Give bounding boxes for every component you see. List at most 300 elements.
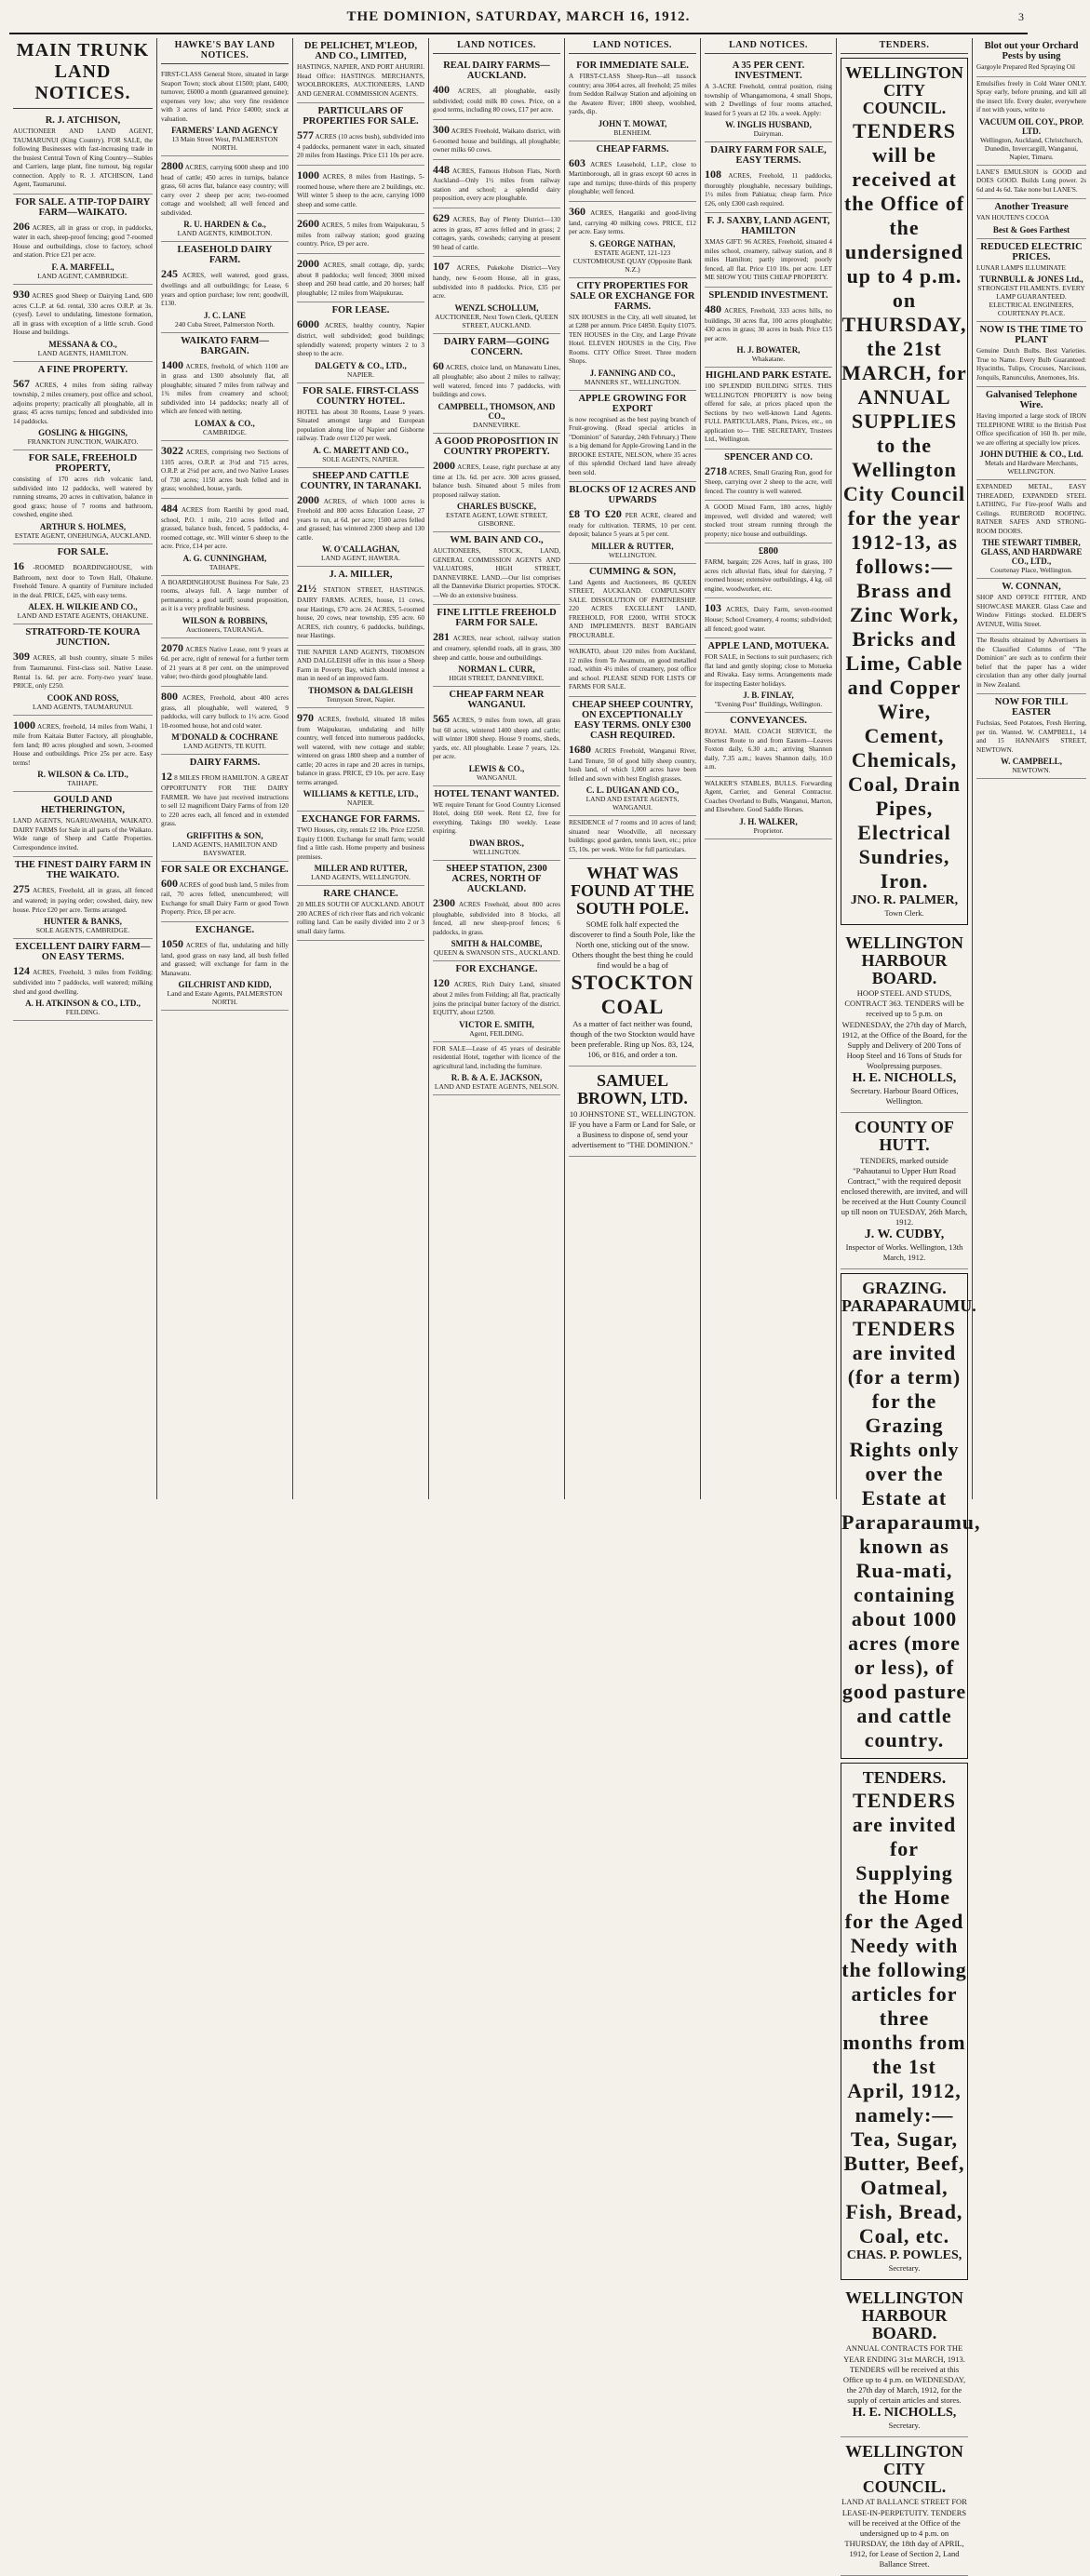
ad-agent-name: H. E. NICHOLLS,	[852, 2405, 957, 2420]
ad-body-text: ACRES, comprising two Sections of 1105 acres, O.R.P. at 3½d and 715 acres, O.R.P. at 2¼d per acre, and two Native Leases of 730 acres; 1150 acres bush felled and in grass; woolshed, house, yards.	[161, 448, 289, 493]
ad-body-text: ACRES, Hangatiki and good-living land, carrying 40 milking cows. PRICE, £12 per acre. Easy terms.	[569, 208, 696, 236]
ad-agent-location: TAIHAPE.	[209, 562, 241, 571]
ad-body-text: ACRES, Dairy Farm, seven-roomed House; School Creamery, 4 rooms; subdivided; all fenced; good water.	[705, 606, 832, 633]
advertisement	[161, 638, 289, 687]
masthead	[9, 9, 1028, 34]
ad-lead-figure: 6000	[297, 317, 319, 331]
ad-body	[433, 547, 560, 600]
ad-body-text: ACRES Freehold, Wanganui River, Land Tenure, 50 of good hilly sheep country, bush land, of which 1,000 acres have been felled and sown with best English grasses.	[569, 746, 696, 783]
ad-agent-location: NEWTOWN.	[1012, 766, 1051, 774]
ad-lead-figure: 281	[433, 630, 450, 644]
ad-agent-location: WELLINGTON.	[608, 550, 657, 559]
ad-heading: £800	[759, 546, 778, 557]
ad-heading: DAIRY FARMS.	[189, 758, 261, 769]
ad-body	[433, 896, 560, 937]
ad-heading: WAIKATO FARM—BARGAIN.	[181, 335, 269, 356]
ad-heading: GRAZING. PARAPARAUMU.	[841, 1279, 976, 1315]
ad-lead-figure: 2300	[433, 895, 455, 909]
ad-heading: SPLENDID INVESTMENT.	[708, 289, 828, 301]
ad-body	[433, 359, 560, 400]
ad-lead-figure: 1400	[161, 357, 183, 371]
ad-body-text: ACRES (10 acres bush), subdivided into 4 paddocks, permanent water in each, situated 20 miles from Hastings. Price £11 10s per acre.	[297, 133, 424, 160]
ad-heading: WELLINGTON CITY COUNCIL.	[845, 2441, 963, 2496]
ad-body	[297, 217, 424, 249]
ad-body	[976, 412, 1086, 448]
advertisement	[705, 58, 832, 142]
advertisement	[297, 166, 424, 214]
advertisement	[569, 482, 696, 564]
advertisement	[569, 816, 696, 859]
ad-body-text: THE NAPIER LAND AGENTS, THOMSON AND DALGLEISH offer in this issue a Sheep Farm in Poverty Bay, which should interest a man in need of an improved farm.	[297, 648, 424, 683]
advertisement	[569, 645, 696, 697]
ad-heading: CHEAP SHEEP COUNTRY, ON EXCEPTIONALLY EASY TERMS. ONLY £300 CASH REQUIRED.	[572, 699, 693, 741]
ad-heading: EXCHANGE FOR FARMS.	[301, 814, 421, 825]
ad-body	[297, 128, 424, 161]
advertisement	[705, 713, 832, 777]
ad-body	[13, 559, 153, 600]
advertisement	[161, 755, 289, 861]
ad-body-text: ACRES, freehold, of which 1100 are in grass and 1300 absolutely flat, all ploughable; situated 7 miles from railway and 1¾ miles from creamery and school; subdivided into 14 paddocks; nearly all of which are fenced with netting.	[161, 362, 289, 416]
ad-body	[297, 901, 424, 936]
ad-agent-name: JOHN T. MOWAT,	[598, 118, 667, 128]
ad-body	[161, 579, 289, 614]
ad-heading: EXCELLENT DAIRY FARM—ON EASY TERMS.	[15, 942, 151, 963]
ad-body-text: STATION STREET, HASTINGS. DAIRY FARMS. ACRES, house, 11 cows, near Hastings, £70 acre. 24 ACRES, 5-roomed house, 20 cows, near township, £95 acre. 60 ACRES, rich country, 6 paddocks, buildings, near Hastings.	[297, 586, 425, 640]
advertisement	[13, 285, 153, 362]
ad-lead-figure: 2000	[433, 458, 455, 472]
ad-heading: W. CONNAN,	[1002, 582, 1061, 592]
ad-body-text: ACRES, of which 1000 acres is Freehold and 800 acres Education Lease, 27 years to run, at 6d. per acre; 1500 acres felled and grassed; has wintered 2300 sheep and 130 cattle.	[297, 497, 424, 542]
ad-agent-location: ESTATE AGENT, 121-123 CUSTOMHOUSE QUAY (Opposite Bank N.Z.)	[572, 248, 693, 274]
ad-lead-figure: 1000	[297, 168, 319, 181]
ad-agent-location: LAND AND ESTATE AGENTS, NELSON.	[434, 1082, 559, 1092]
advertisement	[161, 441, 289, 499]
advertisement	[705, 543, 832, 598]
ad-body-text: ACRES good Sheep or Dairying Land, 600 acres C.L.P. at 6d. rental, 330 acres O.R.P. at 3s. (cyesf). Level to undulating, limestone formation, all in grass with exception of a little scrub. Good House and buildings.	[13, 291, 153, 337]
ad-body	[433, 459, 560, 500]
ad-body	[976, 214, 1086, 223]
ad-heading: WM. BAIN AND CO.,	[450, 535, 544, 546]
ad-agent-location: Proprietor.	[753, 825, 784, 835]
ad-body-text: HOOP STEEL AND STUDS, CONTRACT 363. TENDERS will be received up to 5 p.m. on WEDNESDAY, the 27th day of March, 1912, at the Office of the Board, for the Supply and Delivery of 200 Tons of Hoop Steel and 16 Tons of Studs for Woolpressing purposes.	[841, 988, 967, 1070]
ad-agent-location: NAPIER.	[347, 798, 374, 808]
advertisement	[161, 576, 289, 638]
ad-body	[297, 582, 424, 640]
ad-body-text: ACRES, 5 miles from Waipukurau, 5 miles from railway station; good grazing country. Price, £9 per acre.	[297, 221, 424, 248]
ad-body-text: TENDERS, marked outside "Pahautanui to Upper Hutt Road Contract," with the required deposit enclosed therewith, are invited, and will be received at the Hutt County Council up till noon on TUESDAY, 26th March, 1912.	[841, 1155, 968, 1227]
ad-lead-figure: 603	[569, 155, 585, 169]
ad-lead-figure: 103	[705, 601, 721, 615]
ad-body-text: ACRES, Small Grazing Run, good for Sheep, carrying over 2 sheep to the acre, well fenced. The country is well watered.	[705, 468, 833, 495]
ad-brand-text: TENDERS are invited (for a term) for the Grazing Rights only over the Estate at Paraparaumu, known as Rua-mati, containing about 1000 acres (more or less), of good pasture and cattle country.	[841, 1316, 981, 1751]
advertisement	[976, 239, 1086, 323]
ad-body-text: ACRES, Freehold, all in grass, all fenced and watered; in paying order; cowshed, dairy, new house. Price £20 per acre. Terms arranged.	[13, 887, 153, 914]
ad-body	[569, 205, 696, 237]
ad-body	[161, 502, 289, 552]
ad-lead-figure: 1680	[569, 742, 591, 756]
ad-agent-name: FARMERS' LAND AGENCY	[171, 126, 278, 135]
ad-body	[161, 267, 289, 308]
ad-heading: RARE CHANCE.	[323, 889, 398, 900]
ad-agent-location: 240 Cuba Street, Palmerston North.	[174, 319, 276, 329]
ad-body	[161, 770, 289, 828]
advertisement	[841, 1273, 981, 1759]
ad-body-text: AUCTIONEER AND LAND AGENT, TAUMARUNUI (King Country). FOR SALE, the following Businesses with fast-increasing trade in the busiest Central Town of King Country—Stables and Carriers, large plant, fine turnout, big regular connection. Apply to R. J. ATCHISON, Land Agent, Taumarunui.	[13, 127, 153, 188]
advertisement	[297, 567, 424, 645]
ad-body-text: A FIRST-CLASS Sheep-Run—all tussock country; area 3064 acres, all freehold; 25 miles from Seddon Railway Station and adjoining on the Awatere River; 1800 sheep, woolshed, yards, dip.	[569, 73, 696, 115]
ad-lead-figure: 309	[13, 650, 30, 664]
ad-body	[433, 260, 560, 301]
ad-body-text: ACRES, small cottage, dip, yards; about 8 paddocks; well fenced; 3000 mixed sheep and 260 head cattle, and 20 horses; half ploughable; 12 miles from Waipukurau.	[297, 261, 424, 297]
ad-heading: THE FINEST DAIRY FARM IN THE WAIKATO.	[14, 860, 152, 881]
ad-body	[297, 649, 424, 684]
ad-agent-location: LAND AGENT, HAWERA.	[320, 554, 401, 563]
ad-lead-figure: 275	[13, 882, 30, 896]
ad-body-text: ACRES, freehold, 14 miles from Waihi, 1 mile from Kaitaia Butter Factory, all ploughable, fern land; 80 acres ploughed and sown, 3-roomed House and outbuildings. Price 25s per acre. Easy terms!	[13, 722, 153, 767]
ad-agent-name: LOMAX & CO.,	[195, 418, 255, 428]
ad-agent-name: J. W. CUDBY,	[864, 1227, 945, 1241]
ad-heading: FOR SALE. FIRST-CLASS COUNTRY HOTEL.	[303, 385, 419, 407]
advertisement	[297, 38, 424, 103]
ad-heading: HIGHLAND PARK ESTATE.	[705, 370, 832, 382]
ad-body-text: ACRES Native Lease, rent 9 years at 6d. per acre, right of renewal for a further term of 21 years at 8 per cent. on the unimproved value; two-thirds good ploughable land.	[161, 645, 289, 681]
ad-agent-name: WILSON & ROBBINS,	[182, 615, 268, 625]
ad-agent-name: VICTOR E. SMITH,	[459, 1019, 534, 1029]
ad-body-text: SOME folk half expected the discoverer to find a South Pole, like the North one, sticking out of the snow. Others thought the best thing he could find would be a bag of	[570, 919, 695, 971]
ad-heading: A GOOD PROPOSITION IN COUNTRY PROPERTY.	[435, 436, 558, 457]
ad-heading: REDUCED ELECTRIC PRICES.	[980, 241, 1083, 262]
ad-agent-location: DANNEVIRKE.	[472, 420, 521, 429]
ad-lead-figure: 1050	[161, 936, 183, 950]
ad-agent-location: QUEEN & SWANSON STS., AUCKLAND.	[433, 948, 560, 958]
ad-agent-location: Land and Estate Agents, PALMERSTON NORTH.	[167, 989, 283, 1007]
ad-heading: FOR IMMEDIATE SALE.	[576, 60, 689, 71]
ad-lead-figure: 2070	[161, 640, 183, 654]
ad-body-text: Gargoyle Prepared Red Spraying Oil	[976, 63, 1076, 71]
advertisement	[433, 160, 560, 208]
ad-heading: Another Treasure	[994, 202, 1069, 212]
ad-body-text: SIX HOUSES in the City, all well situated, let at £288 per annum. Price £4850. Equity £1075. TEN HOUSES in the City, and Large Private Hotel. ELEVEN HOUSES in the City, Five Rooms. CITY Office Street. Three modern Shops.	[569, 313, 696, 366]
ad-body-text: LANE'S EMULSION is GOOD and DOES GOOD. Builds Lung power. 2s 6d and 4s 6d. Take none but LANE'S.	[976, 168, 1086, 194]
advertisement	[705, 638, 832, 713]
ad-agent-name: COOK AND ROSS,	[47, 692, 119, 703]
ad-lead-figure: 60	[433, 358, 444, 372]
ad-lead-figure: 577	[297, 128, 314, 141]
ad-body	[13, 288, 153, 338]
ad-lead-figure: 360	[569, 204, 585, 218]
ad-agent-location: CAMBRIDGE.	[203, 427, 247, 436]
ad-lead-figure: 800	[161, 689, 178, 703]
ad-body	[976, 80, 1086, 115]
ad-heading: APPLE LAND, MOTUEKA.	[707, 641, 829, 652]
ad-heading: FOR LEASE.	[331, 305, 390, 316]
ad-heading: WHAT WAS FOUND AT THE SOUTH POLE.	[570, 864, 695, 919]
ad-agent-location: ESTATE AGENT, LOWE STREET, GISBORNE.	[446, 511, 547, 529]
ad-body	[841, 1156, 968, 1228]
advertisement	[841, 58, 968, 925]
ad-agent-name: A. H. ATKINSON & CO., LTD.,	[25, 999, 141, 1009]
column-heading: MAIN TRUNK LAND NOTICES.	[13, 38, 153, 109]
column-5	[565, 38, 701, 1499]
ad-body	[297, 257, 424, 298]
ad-body	[705, 238, 832, 283]
ad-agent-name: J. C. LANE	[203, 310, 246, 320]
advertisement	[297, 468, 424, 568]
ad-body-text: ACRES, healthy country, Napier district, well subdivided; good buildings; splendidly watered; property winters 2 to 3 sheep to the acre.	[297, 322, 424, 358]
ad-body-text: A BOARDINGHOUSE Business For Sale, 23 rooms, always full. A large number of permanents; a good tariff; sound proposition, as it is a very profitable business.	[161, 578, 289, 613]
advertisement	[13, 362, 153, 451]
ad-lead-figure: 629	[433, 210, 450, 224]
ad-body	[976, 594, 1086, 629]
advertisement	[433, 1042, 560, 1096]
ad-agent-name: JOHN DUTHIE & CO., Ltd.	[979, 449, 1083, 459]
ad-body	[297, 493, 424, 543]
advertisement	[841, 1113, 968, 1269]
ad-agent-location: 13 Main Street West, PALMERSTON NORTH.	[171, 135, 278, 152]
ad-agent-location: LAND AGENTS, TE KUITI.	[183, 742, 266, 751]
ad-body-text: ACRES, Lease, right purchase at any time at 13s. 6d. per acre. 300 acres grassed, balance bush. Situated about 5 miles from proposed railway station.	[433, 463, 560, 499]
ad-body-text: VAN HOUTEN'S COCOA	[976, 214, 1050, 221]
ad-body-text: SHOP AND OFFICE FITTER, AND SHOWCASE MAKER. Glass Case and Window Fittings stocked. ELDER'S AVENUE, Willis Street.	[976, 594, 1086, 628]
ad-heading: NOW FOR TILL EASTER	[994, 697, 1069, 718]
advertisement	[297, 254, 424, 302]
ad-body-text: ACRES, 9 miles from town, all grass but 60 acres, wintered 1400 sheep and cattle; will winter 1800 sheep. House 9 rooms, sheds, yards, etc. All ploughable. Lease 7 years, 12s. per acre.	[433, 717, 560, 761]
ad-lead-figure: 108	[705, 168, 721, 181]
ad-agent-location: Tennyson Street, Napier.	[326, 694, 396, 704]
ad-body-text: TWO Houses, city, rentals £2 10s. Price £2250. Equity £1000. Exchange for small farm; would find a little cash. Home property and business premises.	[297, 826, 424, 861]
ad-body-text: ACRES, Freehold, 11 paddocks, thoroughly ploughable, necessary buildings, 1½ miles from Pahiatua; cheap farm. Price £26, only £300 cash required.	[705, 172, 832, 208]
ad-agent-location: MANNERS ST., WELLINGTON.	[584, 377, 681, 386]
ad-agent-location: LAND AGENTS, HAMILTON AND BAYSWATER.	[172, 839, 277, 857]
ad-body-text: ACRES, carrying 6000 sheep and 100 head of cattle; 450 acres in turnips, balance grass, 60 acres flat, balance easy country; will carry over 2 sheep per acre; two-roomed cottage and woolshed; all well fenced and subdivided.	[161, 164, 289, 217]
ad-agent-name: A. C. MARETT AND CO.,	[313, 445, 409, 455]
ad-body-text: ACRES, near school, railway station and creamery, splendid roads, all in grass, 300 sheep and cattle, house and outbuildings.	[433, 635, 560, 662]
ad-lead-figure: 480	[705, 302, 721, 315]
ad-body	[976, 168, 1086, 195]
ad-body	[297, 826, 424, 862]
ad-agent-name: H. E. NICHOLLS,	[852, 1070, 957, 1085]
ad-heading: SPENCER AND CO.	[724, 451, 813, 463]
ad-agent-location: AUCTIONEER, Next Town Clerk, QUEEN STREET, AUCKLAND.	[435, 312, 558, 329]
ad-body	[433, 211, 560, 252]
ad-body	[976, 719, 1086, 755]
column-8	[973, 38, 1090, 1499]
ad-body	[161, 358, 289, 417]
ad-heading: CHEAP FARM NEAR WANGANUI.	[449, 690, 545, 711]
ad-heading: REAL DAIRY FARMS—AUCKLAND.	[443, 60, 550, 81]
ad-heading: NOW IS THE TIME TO PLANT	[979, 325, 1083, 345]
advertisement	[297, 812, 424, 886]
column-heading: LAND NOTICES.	[569, 38, 696, 54]
advertisement	[705, 777, 832, 839]
ad-agent-location: Whakatane.	[751, 355, 786, 364]
ad-agent-location: SOLE AGENTS, NAPIER.	[322, 454, 399, 463]
ad-lead-figure: 600	[161, 876, 178, 890]
ad-body	[13, 882, 153, 915]
advertisement	[841, 929, 968, 1113]
ad-heading: SAMUEL BROWN, LTD.	[577, 1071, 688, 1108]
ad-agent-location: Secretary. Harbour Board Offices, Wellington.	[850, 1085, 959, 1106]
ad-heading: Blot out your Orchard Pests by using	[984, 41, 1079, 61]
ad-body	[705, 558, 832, 594]
ad-body-text: XMAS GIFT: 96 ACRES, Freehold, situated 4 miles school, creamery, railway station, and 8 miles Hamilton; partly improved; poorly fenced, all flat. Price £10 10s. per acre. LET ME SHOW YOU THIS CHEAP PROPERTY.	[705, 238, 832, 282]
ad-body-text: 8 MILES FROM HAMILTON. A GREAT OPPORTUNITY FOR THE DAIRY FARMER. We have just received instructions to sell 12 magnificent Dairy Farms of from 120 to 220 acres each, all fenced and in extended grass.	[161, 774, 289, 828]
advertisement	[976, 579, 1086, 634]
ad-heading: CUMMING & SON,	[588, 566, 677, 577]
ad-body-text: ACRES, Famous Hobson Flats, North Auckland—Only 1½ miles from railway station and school; a splendid dairy proposition, every acre ploughable.	[433, 167, 560, 203]
ad-body-text: ACRES from Raetihi by good road, school, P.O. 1 mile, 210 acres felled and grassed, balance bush, fenced, 5 paddocks, 4-roomed cottage, etc. Will winter 6 sheep to the acre. Price, £14 per acre.	[161, 505, 289, 551]
ad-body-text: 100 SPLENDID BUILDING SITES. THIS WELLINGTON PROPERTY is now being offered for sale, at prices placed upon the Sections by two well-known Land Agents. FULL PARTICULARS, Plans, Prices, etc., on application to— THE SECRETARY, Trustees Ltd., Wellington.	[705, 382, 832, 444]
ad-agent-location: As a matter of fact neither was found, though of the two Stockton would have been preferable. Ring up Nos. 83, 124, 106, or 816, and order a ton.	[570, 1019, 695, 1060]
advertisement	[297, 214, 424, 254]
ad-agent-name: VACUUM OIL COY., PROP. LTD.	[978, 116, 1084, 136]
ad-heading: FOR SALE. A TIP-TOP DAIRY FARM—WAIKATO.	[15, 196, 151, 218]
ad-body	[705, 168, 832, 208]
ad-body	[569, 314, 696, 367]
ad-agent-name: CHARLES BUSCKE,	[456, 502, 537, 512]
ad-agent-name: M'DONALD & COCHRANE	[171, 732, 278, 743]
advertisement	[433, 208, 560, 257]
ad-agent-location: Secretary.	[888, 2262, 921, 2273]
ad-agent-location: FEILDING.	[65, 1008, 101, 1017]
ad-lead-figure: £8 TO £20	[569, 507, 622, 521]
advertisement	[297, 103, 424, 166]
ad-body	[705, 83, 832, 118]
ad-lead-figure: 400	[433, 83, 450, 96]
ad-heading: CITY PROPERTIES FOR SALE OR EXCHANGE FOR FARMS.	[570, 280, 695, 312]
column-7	[837, 38, 981, 2569]
ad-body	[433, 123, 560, 155]
ad-body	[13, 650, 153, 691]
column-heading: LAND NOTICES.	[433, 38, 560, 54]
ad-heading: DAIRY FARM—GOING CONCERN.	[443, 336, 550, 357]
advertisement	[433, 605, 560, 687]
ad-body	[569, 73, 696, 117]
advertisement	[297, 886, 424, 941]
ad-body-text: ACRES, all ploughable, easily subdivided; could milk 80 cows. Price, on a good terms, including 80 cows, £17 per acre.	[433, 87, 560, 114]
ad-body-text: consisting of 170 acres rich volcanic land, subdivided into 12 paddocks, well watered by running streams, 20 acres in cultivation, balance in good grass; house of 7 rooms and bathroom, cowshed, engine shed.	[13, 476, 153, 519]
ad-heading: CHEAP FARMS.	[596, 143, 669, 154]
advertisement	[433, 786, 560, 861]
ad-agent-name: GRIFFITHS & SON,	[186, 830, 263, 840]
ad-body	[705, 302, 832, 343]
ad-body-text: EXPANDED METAL, EASY THREADED, EXPANDED STEEL LATHING, For Fire-proof Walls and Ceilings. RUBEROID ROOFING. RATNER SAFES AND STRONG-ROOM DOORS.	[976, 483, 1086, 535]
ad-body	[976, 483, 1086, 536]
ad-heading: FOR SALE OR EXCHANGE.	[161, 864, 289, 875]
ad-agent-location: ESTATE AGENT, ONEHUNGA, AUCKLAND.	[14, 530, 152, 540]
ad-body-text: ACRES Freehold, about 800 acres ploughable, subdivided into 8 blocks, all fenced, all new sheep-proof fences; 6 paddocks, in grass.	[433, 900, 560, 936]
ad-agent-name: WILLIAMS & KETTLE, LTD.,	[303, 789, 419, 799]
newspaper-title: THE DOMINION, SATURDAY, MARCH 16, 1912.	[346, 9, 691, 24]
ad-body	[13, 476, 153, 520]
advertisement	[841, 2437, 968, 2576]
ad-body	[705, 464, 832, 497]
ad-agent-name: ALEX. H. WILKIE AND CO.,	[28, 602, 138, 612]
advertisement	[705, 449, 832, 502]
ad-agent-location: Courtenay Place, Wellington.	[990, 566, 1072, 574]
ad-agent-name: ARTHUR S. HOLMES,	[39, 521, 127, 531]
ad-body-text: HASTINGS, NAPIER, AND PORT AHURIRI. Head Office: HASTINGS. MERCHANTS, WOOLBROKERS, AUCTIONEERS, LAND AND GENERAL COMMISSION AGENTS.	[297, 63, 424, 98]
ad-body-text: ACRES, freehold, situated 18 miles from Waipukurau, undulating and hilly country, well fenced into numerous paddocks, well watered, with new cottage and stable; wintered on grass 1800 sheep and a number of cattle; 20 acres in rape and 20 acres in turnips, balance in grass. PRICE, £9 10s. per acre. Easy terms arranged.	[297, 715, 424, 786]
ad-heading: FINE LITTLE FREEHOLD FARM FOR SALE.	[437, 608, 557, 629]
ad-body	[569, 648, 696, 692]
ad-agent-name: DALGETY & CO., LTD.,	[315, 360, 407, 370]
ad-body	[705, 601, 832, 634]
advertisement	[569, 58, 696, 141]
ad-body-text: ACRES, Rich Dairy Land, situated about 2 miles from Feilding; all flat, practically joins the principal butter factory of the district. EQUITY, about £2500.	[433, 981, 560, 1017]
advertisement	[13, 544, 153, 624]
ad-agent-location: LAND AGENTS, TAUMARUNUI.	[32, 702, 133, 711]
ad-agent-name: R. B. & A. E. JACKSON,	[451, 1073, 543, 1083]
ad-body	[976, 347, 1086, 382]
ad-agent-name: NORMAN L. CURR,	[458, 664, 535, 675]
column-3	[293, 38, 429, 1499]
ad-agent-name: TURNBULL & JONES Ltd.,	[979, 275, 1083, 284]
ad-lead-figure: 2800	[161, 159, 183, 172]
ad-body-text: ACRES Freehold, Waikato district, with 6-roomed house and buildings, all ploughable; owner milks 60 cows.	[433, 127, 560, 154]
ad-heading: FOR SALE, FREEHOLD PROPERTY,	[28, 453, 138, 475]
ad-lead-figure: 3022	[161, 443, 183, 457]
ad-heading: COUNTY OF HUTT.	[855, 1117, 954, 1154]
ad-heading: DE PELICHET, M'LEOD, AND CO., LIMITED,	[303, 41, 418, 61]
ad-body-text: FIRST-CLASS General Store, situated in large Seaport Town; stock about £1500; plant, £400; turnover, £6000 a month (guaranteed genuine); expenses very low; also very fine residence with 3 acres of land. Price £4000; stock at valuation.	[161, 71, 289, 123]
ad-heading: FOR EXCHANGE.	[455, 964, 538, 975]
advertisement	[976, 166, 1086, 200]
ad-heading: SHEEP STATION, 2300 ACRES, NORTH OF AUCKLAND.	[446, 863, 547, 894]
ad-agent-location: LAND AGENT, CAMBRIDGE.	[37, 271, 128, 280]
advertisement	[433, 257, 560, 333]
ad-body-text: is now recognised as the best paying branch of Fruit-growing. (Read special articles in "Dominion" of Saturday, 24th February.) There is a big demand for Apple-Growing Land in the BROOKE ESTATE, NELSON, where 35 acres of this splendid Orchard land have already been sold.	[569, 415, 696, 476]
ad-heading: A FINE PROPERTY.	[37, 364, 128, 375]
ad-agent-name: THE STEWART TIMBER, GLASS, AND HARDWARE CO., LTD.,	[980, 538, 1083, 566]
advertisement	[433, 120, 560, 160]
ad-body	[976, 264, 1086, 274]
ad-agent-name: GOSLING & HIGGINS,	[38, 428, 128, 438]
ad-body-text: ACRES, 8 miles from Hastings, 5-roomed house, where there are 2 buildings, etc. Will winter 5 sheep to the acre, carrying 1000 sheep and some cattle.	[297, 172, 424, 208]
ad-body	[569, 507, 696, 540]
ad-body	[841, 2343, 968, 2405]
ad-body-text: ANNUAL CONTRACTS FOR THE YEAR ENDING 31st MARCH, 1913. TENDERS will be received at this Office up to 4 p.m. on WEDNESDAY, the 27th day of March, 1912, for the supply of certain articles and stores.	[842, 2343, 966, 2405]
ad-agent-name: WENZL SCHOLLUM,	[454, 302, 539, 313]
advertisement	[569, 278, 696, 391]
advertisement	[841, 2284, 968, 2437]
advertisement	[841, 1763, 968, 2280]
advertisement	[13, 939, 153, 1021]
ad-body	[569, 819, 696, 854]
ad-body-text: LUNAR LAMPS ILLUMINATE	[976, 263, 1066, 272]
advertisement	[976, 77, 1086, 166]
ad-agent-name: CHAS. P. POWLES,	[846, 2247, 962, 2262]
advertisement	[161, 156, 289, 242]
ad-agent-location: "Evening Post" Buildings, Wellington.	[714, 700, 823, 709]
ad-body-text: FARM, bargain; 226 Acres, half in grass, 100 acres rich alluvial flats, ideal for dairying, 7 roomed house; extensive outbuildings, 4 kg. oil engine, woodworker, etc.	[705, 558, 832, 593]
ad-body-text: ACRES of good bush land, 5 miles from rail, 70 acres felled, unencumbered; will Exchange for small Dairy Farm or good Town Property. Price, £8 per acre.	[161, 880, 289, 917]
ad-brand-text: STOCKTON COAL	[571, 971, 694, 1019]
ad-agent-name: Best & Goes Farthest	[992, 224, 1070, 235]
ad-body-text: ACRES, all bush country, situate 5 miles from Taumarunui. First-class soil. Native Lease. Rental 1s. 6d. per acre. Forty-two years' lease. PRICE, only £250.	[13, 654, 153, 691]
advertisement	[297, 383, 424, 468]
ad-body	[161, 690, 289, 731]
advertisement	[297, 646, 424, 708]
ad-body-text: ACRES, Bay of Plenty District—130 acres in grass, 87 acres felled and in grass; 2 cottages, yards, cowsheds; carrying at present 90 head of cattle.	[433, 215, 560, 251]
ad-body	[433, 712, 560, 762]
ad-agent-name: MILLER & RUTTER,	[591, 541, 674, 551]
advertisement	[433, 861, 560, 961]
columns	[9, 38, 1086, 2569]
ad-body-text: ACRES, Freehold, 3 miles from Feilding; subdivided into 7 paddocks, well watered; milking shed and good dwelling.	[13, 969, 153, 996]
advertisement	[13, 624, 153, 715]
ad-body	[569, 743, 696, 784]
